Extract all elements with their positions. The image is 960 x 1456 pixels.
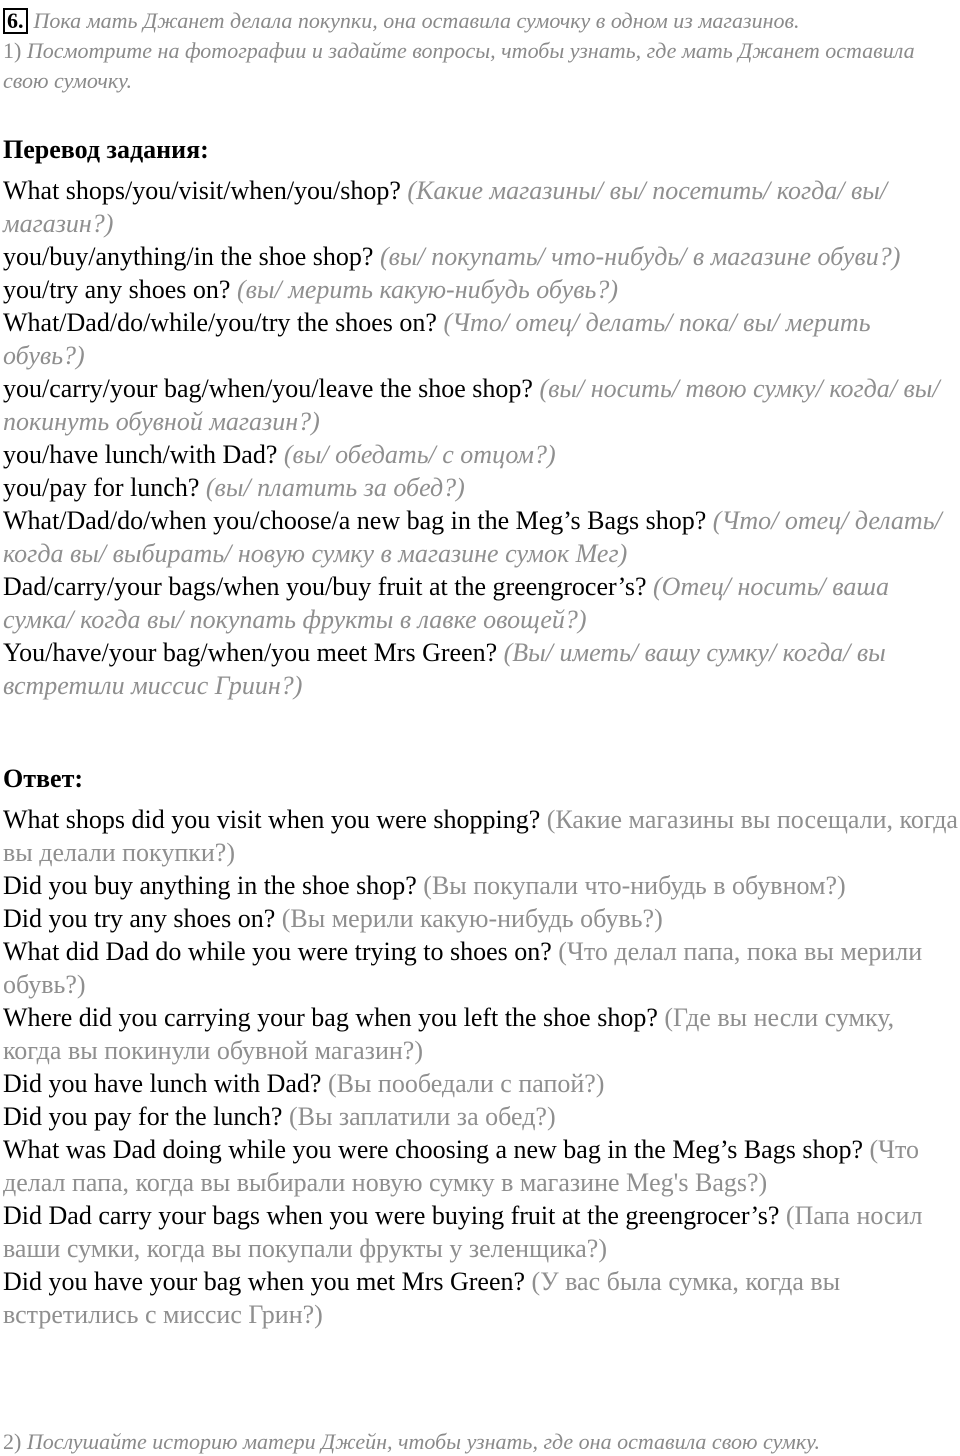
answer-item [3, 1100, 958, 1133]
task-sub-number: 1) [3, 38, 22, 63]
translation-russian: (Какие магазины/ вы/ посетить/ когда/ вы/ магазин?) [3, 176, 888, 238]
answer-english: Did you have your bag when you met Mrs Green? [3, 1267, 526, 1296]
answer-russian: (Где вы несли сумку, когда вы покинули обувной магазин?) [3, 1003, 895, 1065]
answer-item [3, 1199, 958, 1265]
translation-russian: (Что/ отец/ делать/ когда вы/ выбирать/ новую сумку в магазине сумок Мег) [3, 506, 942, 568]
translation-russian: (вы/ обедать/ с отцом?) [283, 440, 556, 469]
answer-english: Did Dad carry your bags when you were buying fruit at the greengrocer’s? [3, 1201, 780, 1230]
answer-russian: (Вы мерили какую-нибудь обувь?) [281, 904, 663, 933]
translation-item [3, 306, 958, 372]
answer-english: Did you buy anything in the shoe shop? [3, 871, 417, 900]
translation-item [3, 240, 958, 273]
translation-russian: (вы/ платить за обед?) [205, 473, 465, 502]
translation-item [3, 570, 958, 636]
answer-item [3, 869, 958, 902]
answer-russian: (Какие магазины вы посещали, когда вы делали покупки?) [3, 805, 958, 867]
answer-russian: (У вас была сумка, когда вы встретились с миссис Грин?) [3, 1267, 841, 1329]
next-task-number: 2) [3, 1429, 22, 1454]
task-line-1: Пока мать Джанет делала покупки, она оставила сумочку в одном из магазинов. [33, 8, 800, 33]
translation-english: Dad/carry/your bags/when you/buy fruit at the greengrocer’s? [3, 572, 647, 601]
answer-russian: (Вы пообедали с папой?) [327, 1069, 605, 1098]
answer-item [3, 902, 958, 935]
translation-english: What/Dad/do/while/you/try the shoes on? [3, 308, 437, 337]
answer-english: What shops did you visit when you were shopping? [3, 805, 541, 834]
translation-english: you/try any shoes on? [3, 275, 231, 304]
answer-russian: (Вы покупали что-нибудь в обувном?) [423, 871, 846, 900]
answer-item [3, 1265, 958, 1331]
translation-russian: (Отец/ носить/ ваша сумка/ когда вы/ покупать фрукты в лавке овощей?) [3, 572, 889, 634]
answer-english: Did you pay for the lunch? [3, 1102, 283, 1131]
answer-item [3, 1001, 958, 1067]
translation-item [3, 372, 958, 438]
next-task [3, 1428, 820, 1456]
translation-english: you/buy/anything/in the shoe shop? [3, 242, 374, 271]
answer-english: What was Dad doing while you were choosing a new bag in the Meg’s Bags shop? [3, 1135, 863, 1164]
translation-list [3, 174, 958, 702]
translation-russian: (Что/ отец/ делать/ пока/ вы/ мерить обувь?) [3, 308, 871, 370]
translation-item [3, 636, 958, 702]
answer-item [3, 935, 958, 1001]
document-page [3, 6, 958, 1331]
translation-item [3, 438, 958, 471]
translation-english: you/carry/your bag/when/you/leave the shoe shop? [3, 374, 533, 403]
answer-item [3, 803, 958, 869]
next-task-text: Послушайте историю матери Джейн, чтобы узнать, где она оставила свою сумку. [26, 1429, 821, 1454]
translation-english: you/have lunch/with Dad? [3, 440, 278, 469]
translation-item [3, 273, 958, 306]
translation-russian: (вы/ покупать/ что-нибудь/ в магазине обуви?) [379, 242, 901, 271]
task-number: 6. [3, 8, 28, 34]
answer-list [3, 803, 958, 1331]
answer-russian: (Вы заплатили за обед?) [288, 1102, 556, 1131]
answer-heading: Ответ: [3, 764, 84, 793]
translation-item [3, 471, 958, 504]
answer-english: What did Dad do while you were trying to shoes on? [3, 937, 552, 966]
answer-item [3, 1133, 958, 1199]
translation-russian: (вы/ носить/ твою сумку/ когда/ вы/ покинуть обувной магазин?) [3, 374, 940, 436]
translation-english: You/have/your bag/when/you meet Mrs Green? [3, 638, 498, 667]
answer-item [3, 1067, 958, 1100]
translation-russian: (Вы/ иметь/ вашу сумку/ когда/ вы встретили миссис Гриин?) [3, 638, 886, 700]
answer-russian: (Что делал папа, когда вы выбирали новую сумку в магазине Meg's Bags?) [3, 1135, 920, 1197]
task-line-2: Посмотрите на фотографии и задайте вопросы, чтобы узнать, где мать Джанет оставила свою сумочку. [3, 38, 915, 93]
translation-russian: (вы/ мерить какую-нибудь обувь?) [236, 275, 618, 304]
answer-russian: (Папа носил ваши сумки, когда вы покупали фрукты у зеленщика?) [3, 1201, 923, 1263]
translation-item [3, 174, 958, 240]
answer-english: Where did you carrying your bag when you left the shoe shop? [3, 1003, 658, 1032]
translation-english: you/pay for lunch? [3, 473, 200, 502]
translation-english: What/Dad/do/when you/choose/a new bag in the Meg’s Bags shop? [3, 506, 707, 535]
translation-item [3, 504, 958, 570]
translation-english: What shops/you/visit/when/you/shop? [3, 176, 401, 205]
answer-english: Did you try any shoes on? [3, 904, 276, 933]
answer-russian: (Что делал папа, пока вы мерили обувь?) [3, 937, 923, 999]
task-statement [3, 6, 958, 96]
answer-english: Did you have lunch with Dad? [3, 1069, 322, 1098]
translation-heading: Перевод задания: [3, 135, 209, 164]
